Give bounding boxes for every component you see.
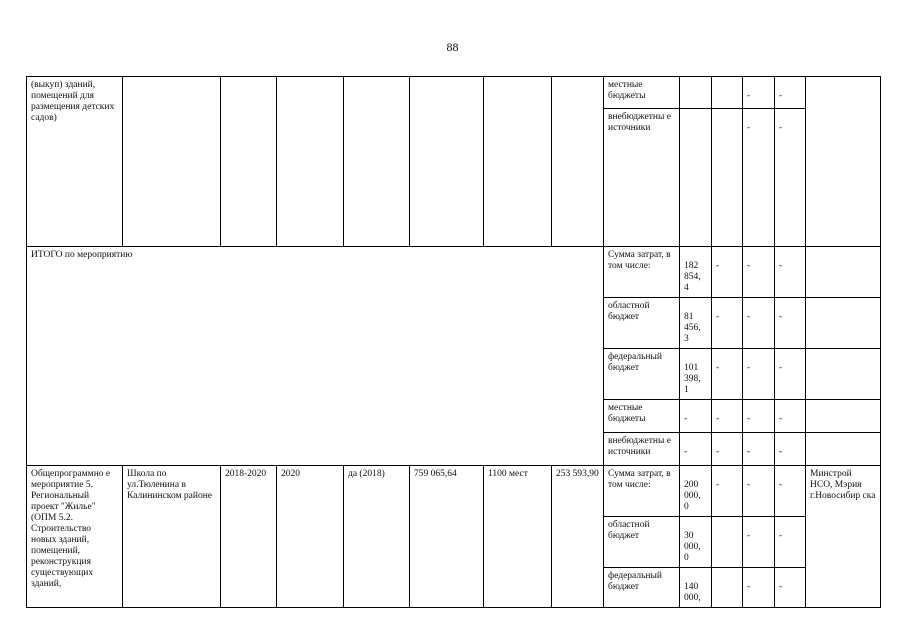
value-cell: - (775, 466, 806, 517)
funding-source: Сумма затрат, в том числе: (604, 466, 680, 517)
funding-source: Сумма затрат, в том числе: (604, 247, 680, 298)
funding-source: федеральный бюджет (604, 568, 680, 608)
value-cell: - (775, 109, 806, 247)
value-cell: - (712, 349, 743, 400)
value-cell: - (775, 298, 806, 349)
value-cell: - (712, 466, 743, 517)
value-cell: - (743, 298, 775, 349)
measure-name-cell: (выкуп) зданий, помещений для размещения детских садов) (27, 77, 123, 247)
value-cell: - (775, 568, 806, 608)
value-cell: 200 000, 0 (680, 466, 712, 517)
value-cell: 182 854, 4 (680, 247, 712, 298)
funding-source: местные бюджеты (604, 400, 680, 433)
table-row (27, 247, 881, 298)
value-cell: - (775, 433, 806, 466)
value-cell (712, 568, 743, 608)
flag-cell: да (2018) (344, 466, 410, 608)
value-cell (680, 77, 712, 109)
value-cell: - (743, 349, 775, 400)
value-cell: - (743, 109, 775, 247)
value-cell: - (743, 517, 775, 568)
value-cell: - (775, 349, 806, 400)
funding-source: внебюджетны е источники (604, 433, 680, 466)
value-cell: - (712, 298, 743, 349)
value-cell: 81 456, 3 (680, 298, 712, 349)
funding-source: областной бюджет (604, 517, 680, 568)
value-cell: - (775, 400, 806, 433)
value-cell: - (775, 517, 806, 568)
page-number: 88 (446, 40, 459, 54)
amount-cell: 253 593,90 (552, 466, 604, 608)
table-row (27, 466, 881, 517)
period-cell: 2018-2020 (221, 466, 277, 608)
funding-source: местные бюджеты (604, 77, 680, 109)
cost-cell: 759 065,64 (410, 466, 484, 608)
value-cell: 101 398, 1 (680, 349, 712, 400)
year-cell: 2020 (277, 466, 344, 608)
value-cell (712, 109, 743, 247)
table-row (27, 77, 881, 109)
executor-cell: Минстрой НСО, Мэрия г.Новосибир ска (806, 466, 881, 608)
value-cell: - (712, 247, 743, 298)
value-cell: - (743, 247, 775, 298)
value-cell (680, 109, 712, 247)
value-cell: - (743, 568, 775, 608)
value-cell: - (680, 400, 712, 433)
value-cell: - (743, 433, 775, 466)
value-cell: - (743, 400, 775, 433)
funding-source: внебюджетны е источники (604, 109, 680, 247)
value-cell: 30 000, 0 (680, 517, 712, 568)
value-cell: - (712, 400, 743, 433)
value-cell: 140 000, (680, 568, 712, 608)
value-cell (712, 517, 743, 568)
total-label: ИТОГО по мероприятию (27, 247, 604, 466)
value-cell: - (775, 77, 806, 109)
funding-source: федеральный бюджет (604, 349, 680, 400)
measure-name-cell: Общепрограммно е мероприятие 5. Региональный проект "Жилье" (ОПМ 5.2. Строительство новых зданий, помещений, реконструкция существующих зданий, (27, 466, 123, 608)
value-cell: - (775, 247, 806, 298)
capacity-cell: 1100 мест (484, 466, 552, 608)
funding-source: областной бюджет (604, 298, 680, 349)
funding-table (26, 76, 881, 608)
object-cell: Школа по ул.Тюленина в Калининском районе (123, 466, 221, 608)
value-cell (712, 77, 743, 109)
value-cell: - (743, 77, 775, 109)
value-cell: - (743, 466, 775, 517)
value-cell: - (712, 433, 743, 466)
value-cell: - (680, 433, 712, 466)
